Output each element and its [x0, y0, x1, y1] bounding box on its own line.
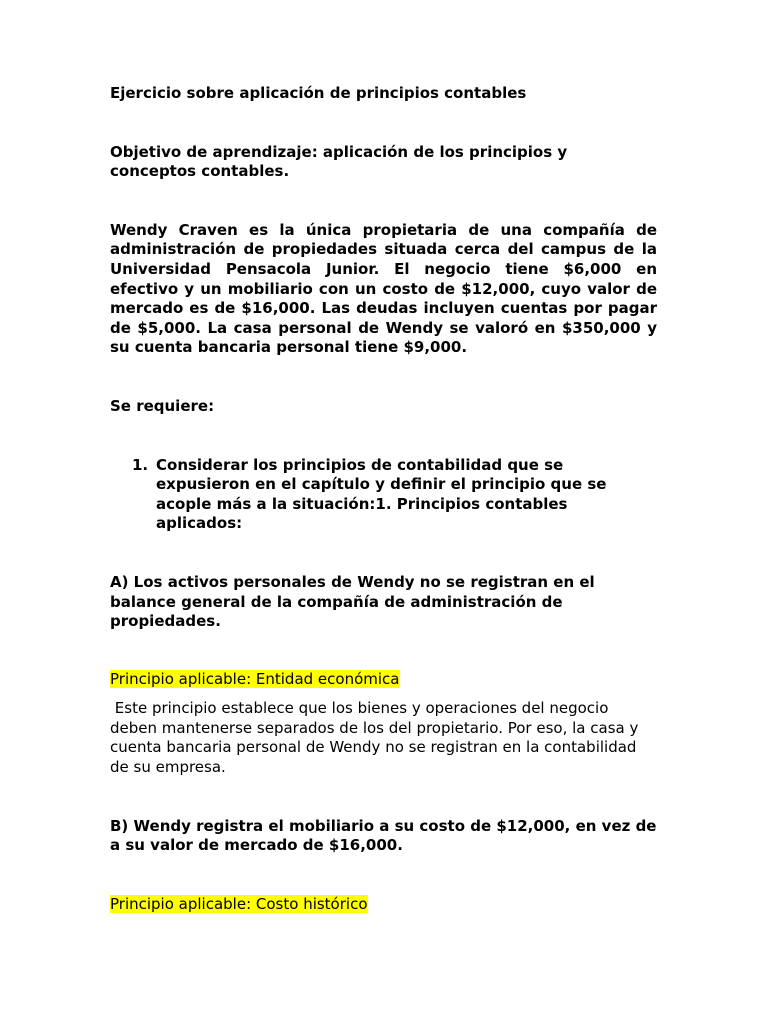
required-label: Se requiere:: [110, 396, 215, 415]
list-item: [110, 456, 657, 534]
principle-b-highlight: Principio aplicable: Costo histórico: [110, 894, 368, 913]
requirements-list: [110, 456, 657, 534]
document-body: [110, 84, 657, 914]
principle-a-paragraph: [110, 670, 657, 690]
principle-b-paragraph: [110, 895, 657, 915]
learning-objective: Objetivo de aprendizaje: aplicación de los principios y conceptos contables.: [110, 142, 568, 181]
case-description: Wendy Craven es la única propietaria de una compañía de administración de propiedades situada cerca del campus de la Universidad Pensacola Junior. El negocio tiene $6,000 en efectivo y un mobiliario con un costo de $12,000, cuyo valor de mercado es de $16,000. Las deudas incluyen cuentas por pagar de $5,000. La casa personal de Wendy se valoró en $350,000 y su cuenta bancaria personal tiene $9,000.: [110, 220, 657, 357]
item-a-statement: A) Los activos personales de Wendy no se registran en el balance general de la compañía de administración de propiedades.: [110, 572, 595, 631]
list-item-number: 1.: [132, 455, 149, 474]
list-item-text: Considerar los principios de contabilidad que se expusieron en el capítulo y definir el principio que se acople más a la situación:1. Principios contables aplicados:: [156, 455, 607, 533]
item-b-statement: B) Wendy registra el mobiliario a su costo de $12,000, en vez de a su valor de mercado de $16,000.: [110, 816, 657, 855]
document-title: Ejercicio sobre aplicación de principios contables: [110, 84, 527, 102]
principle-a-highlight: Principio aplicable: Entidad económica: [110, 669, 400, 688]
principle-a-explanation: Este principio establece que los bienes y operaciones del negocio deben mantenerse separados de los del propietario. Por eso, la casa y cuenta bancaria personal de Wendy no se registran en la contabilidad de su empresa.: [110, 699, 644, 777]
